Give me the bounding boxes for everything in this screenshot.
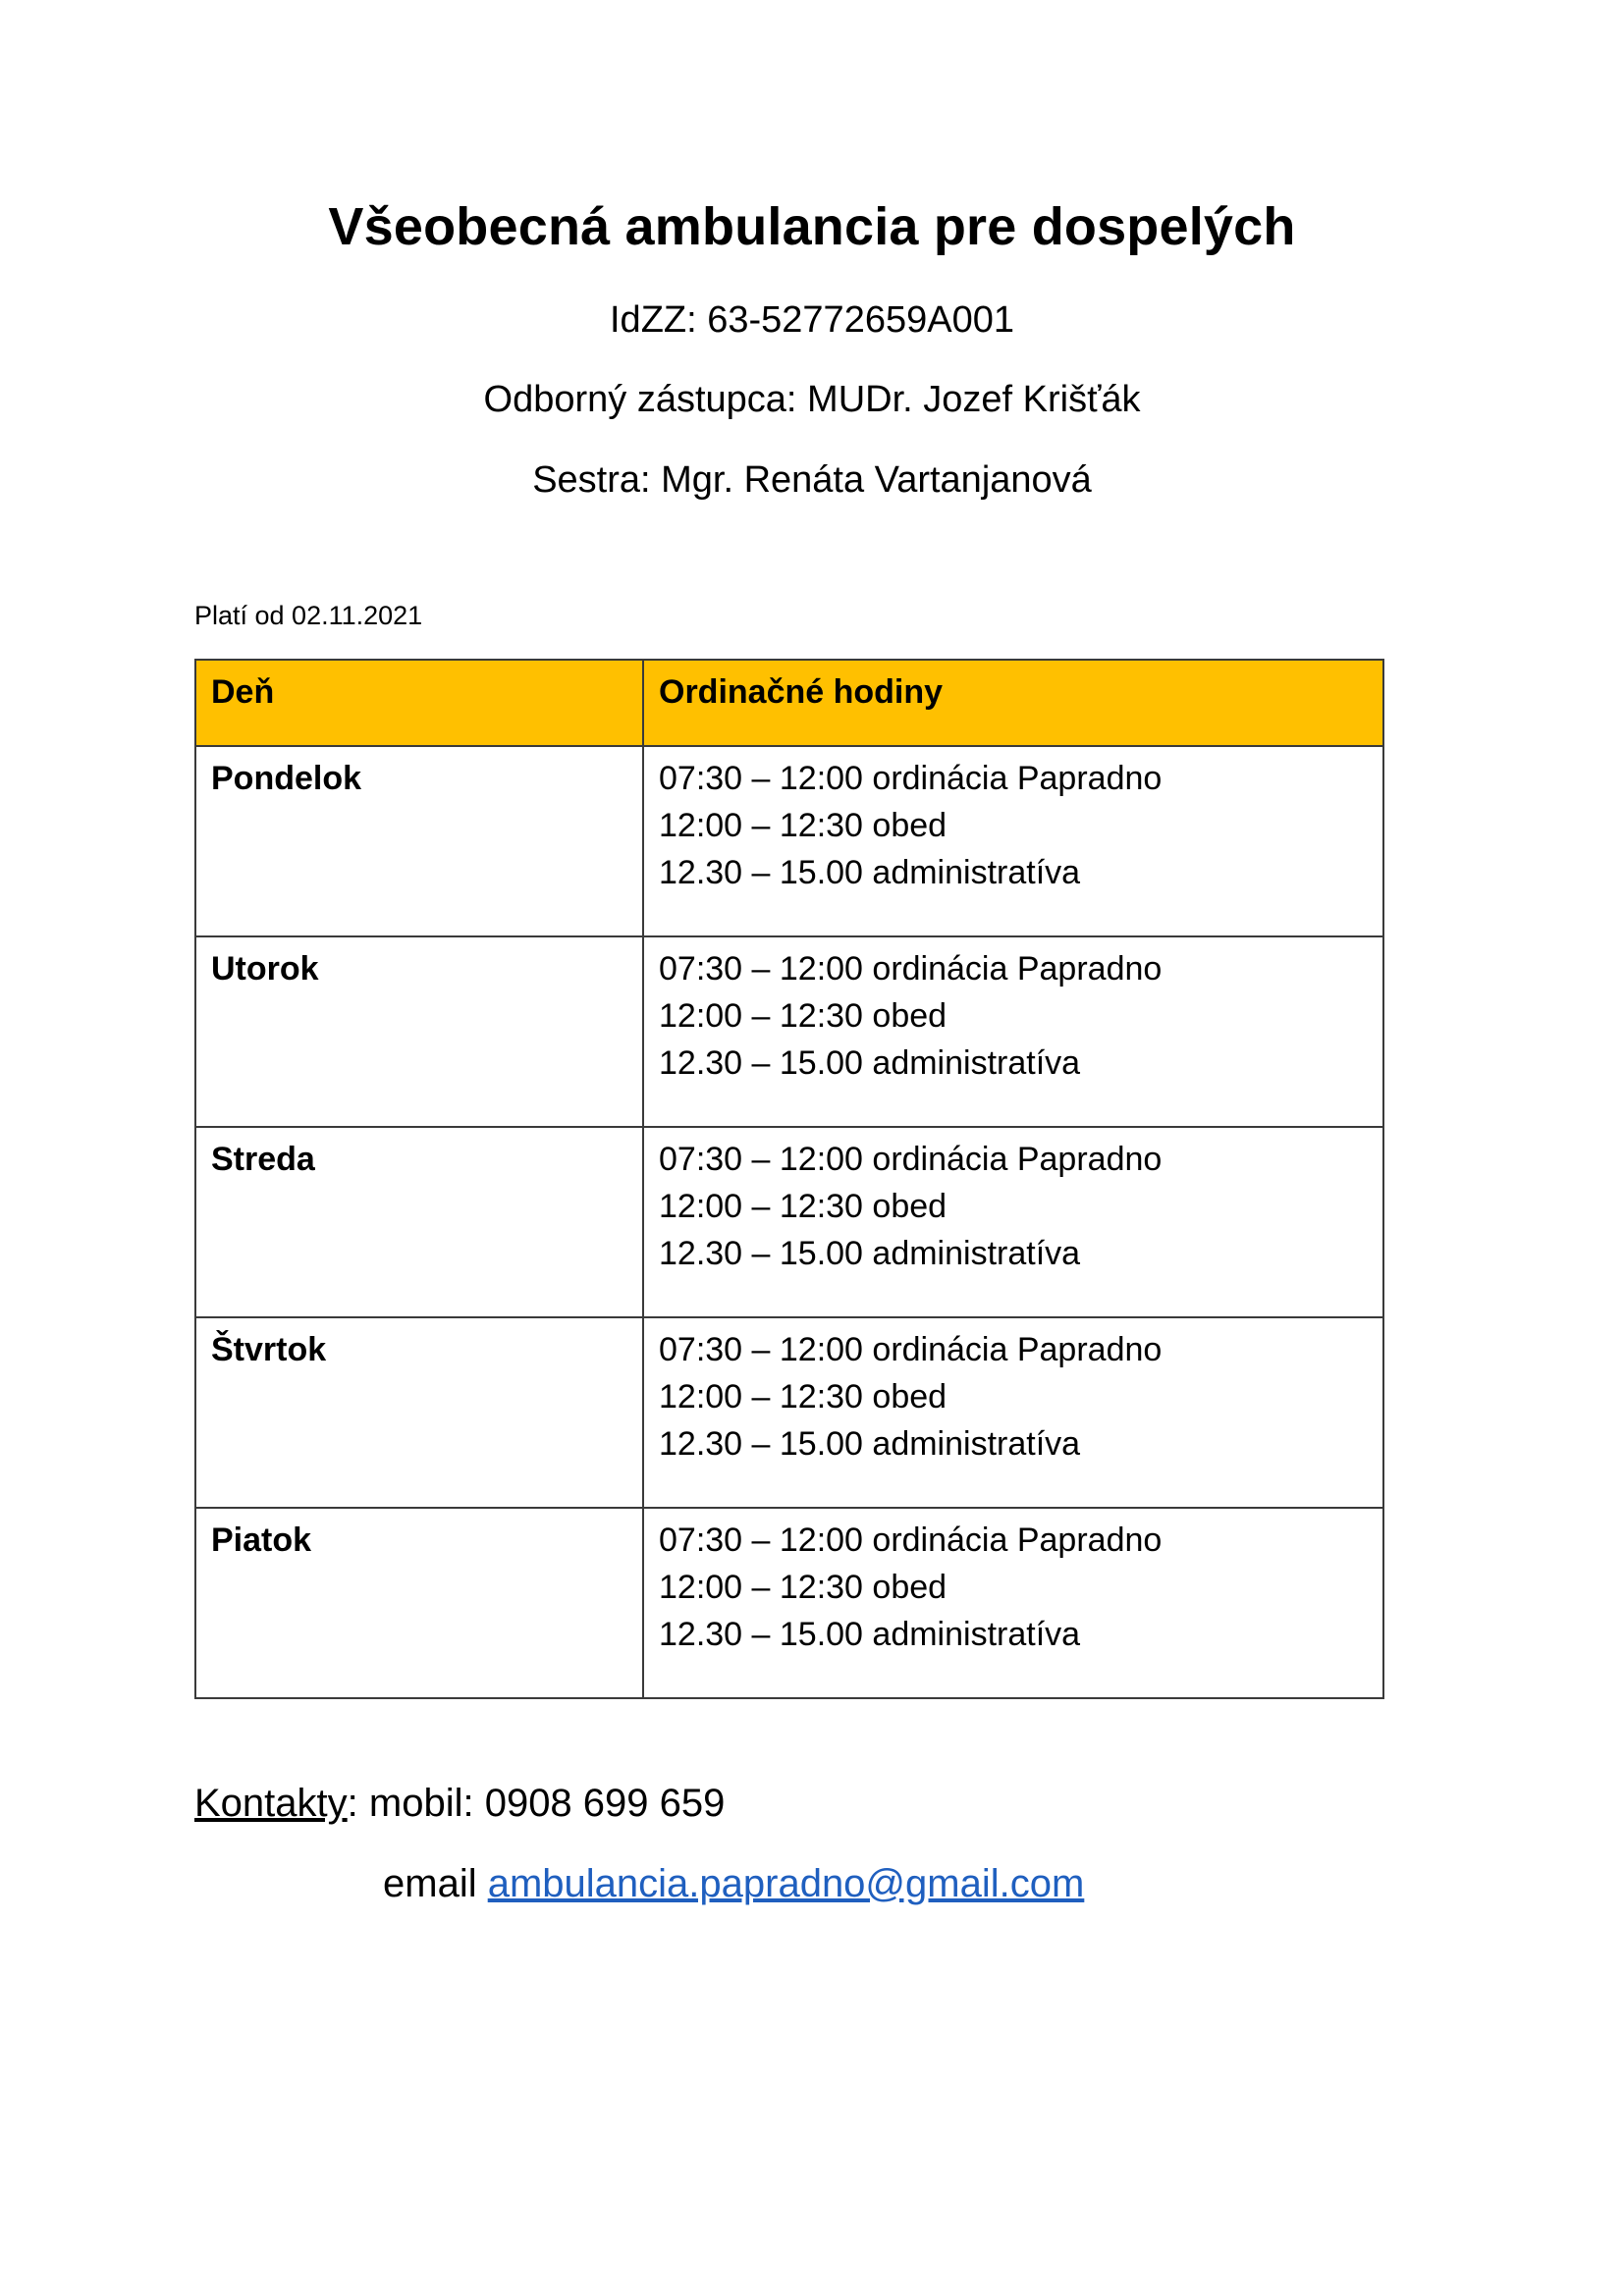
contacts-line: [194, 1782, 725, 1826]
hours-line: 07:30 – 12:00 ordinácia Papradno: [659, 1522, 1163, 1559]
nurse-line: Sestra: Mgr. Renáta Vartanjanová: [532, 459, 1092, 501]
valid-from-note: Platí od 02.11.2021: [194, 601, 423, 630]
table-row: [195, 1317, 1383, 1508]
hours-line: 12.30 – 15.00 administratíva: [659, 1235, 1081, 1272]
hours-line: 07:30 – 12:00 ordinácia Papradno: [659, 760, 1163, 797]
email-line: [383, 1862, 1084, 1906]
hours-cell: [643, 1317, 1383, 1508]
hours-line: 12.30 – 15.00 administratíva: [659, 1044, 1081, 1082]
column-header-hours: Ordinačné hodiny: [643, 660, 1383, 746]
hours-line: 12:00 – 12:30 obed: [659, 1569, 947, 1606]
hours-line: 07:30 – 12:00 ordinácia Papradno: [659, 1141, 1163, 1178]
day-cell: Streda: [195, 1127, 643, 1317]
table-row: [195, 936, 1383, 1127]
email-label: email: [383, 1862, 488, 1905]
hours-cell: [643, 936, 1383, 1127]
hours-line: 12:00 – 12:30 obed: [659, 1378, 947, 1415]
day-cell: Štvrtok: [195, 1317, 643, 1508]
table-row: [195, 746, 1383, 936]
page-title: Všeobecná ambulancia pre dospelých: [328, 197, 1296, 256]
table-row: [195, 1127, 1383, 1317]
day-cell: Piatok: [195, 1508, 643, 1698]
hours-line: 12:00 – 12:30 obed: [659, 807, 947, 844]
hours-line: 12.30 – 15.00 administratíva: [659, 1425, 1081, 1463]
idzz-line: IdZZ: 63-52772659A001: [610, 299, 1014, 341]
office-hours-table: [194, 659, 1384, 1699]
contacts-label: Kontakty: [194, 1782, 348, 1825]
hours-cell: [643, 746, 1383, 936]
hours-line: 12.30 – 15.00 administratíva: [659, 1616, 1081, 1653]
hours-cell: [643, 1508, 1383, 1698]
representative-line: Odborný zástupca: MUDr. Jozef Krišťák: [483, 379, 1141, 420]
hours-line: 07:30 – 12:00 ordinácia Papradno: [659, 1331, 1163, 1368]
email-link[interactable]: ambulancia.papradno@gmail.com: [487, 1862, 1085, 1905]
hours-cell: [643, 1127, 1383, 1317]
hours-line: 12:00 – 12:30 obed: [659, 997, 947, 1035]
hours-line: 07:30 – 12:00 ordinácia Papradno: [659, 950, 1163, 988]
hours-line: 12.30 – 15.00 administratíva: [659, 854, 1081, 891]
column-header-day: Deň: [195, 660, 643, 746]
table-header-row: [195, 660, 1383, 746]
day-cell: Utorok: [195, 936, 643, 1127]
hours-line: 12:00 – 12:30 obed: [659, 1188, 947, 1225]
day-cell: Pondelok: [195, 746, 643, 936]
mobile-text: : mobil: 0908 699 659: [347, 1782, 726, 1825]
table-row: [195, 1508, 1383, 1698]
